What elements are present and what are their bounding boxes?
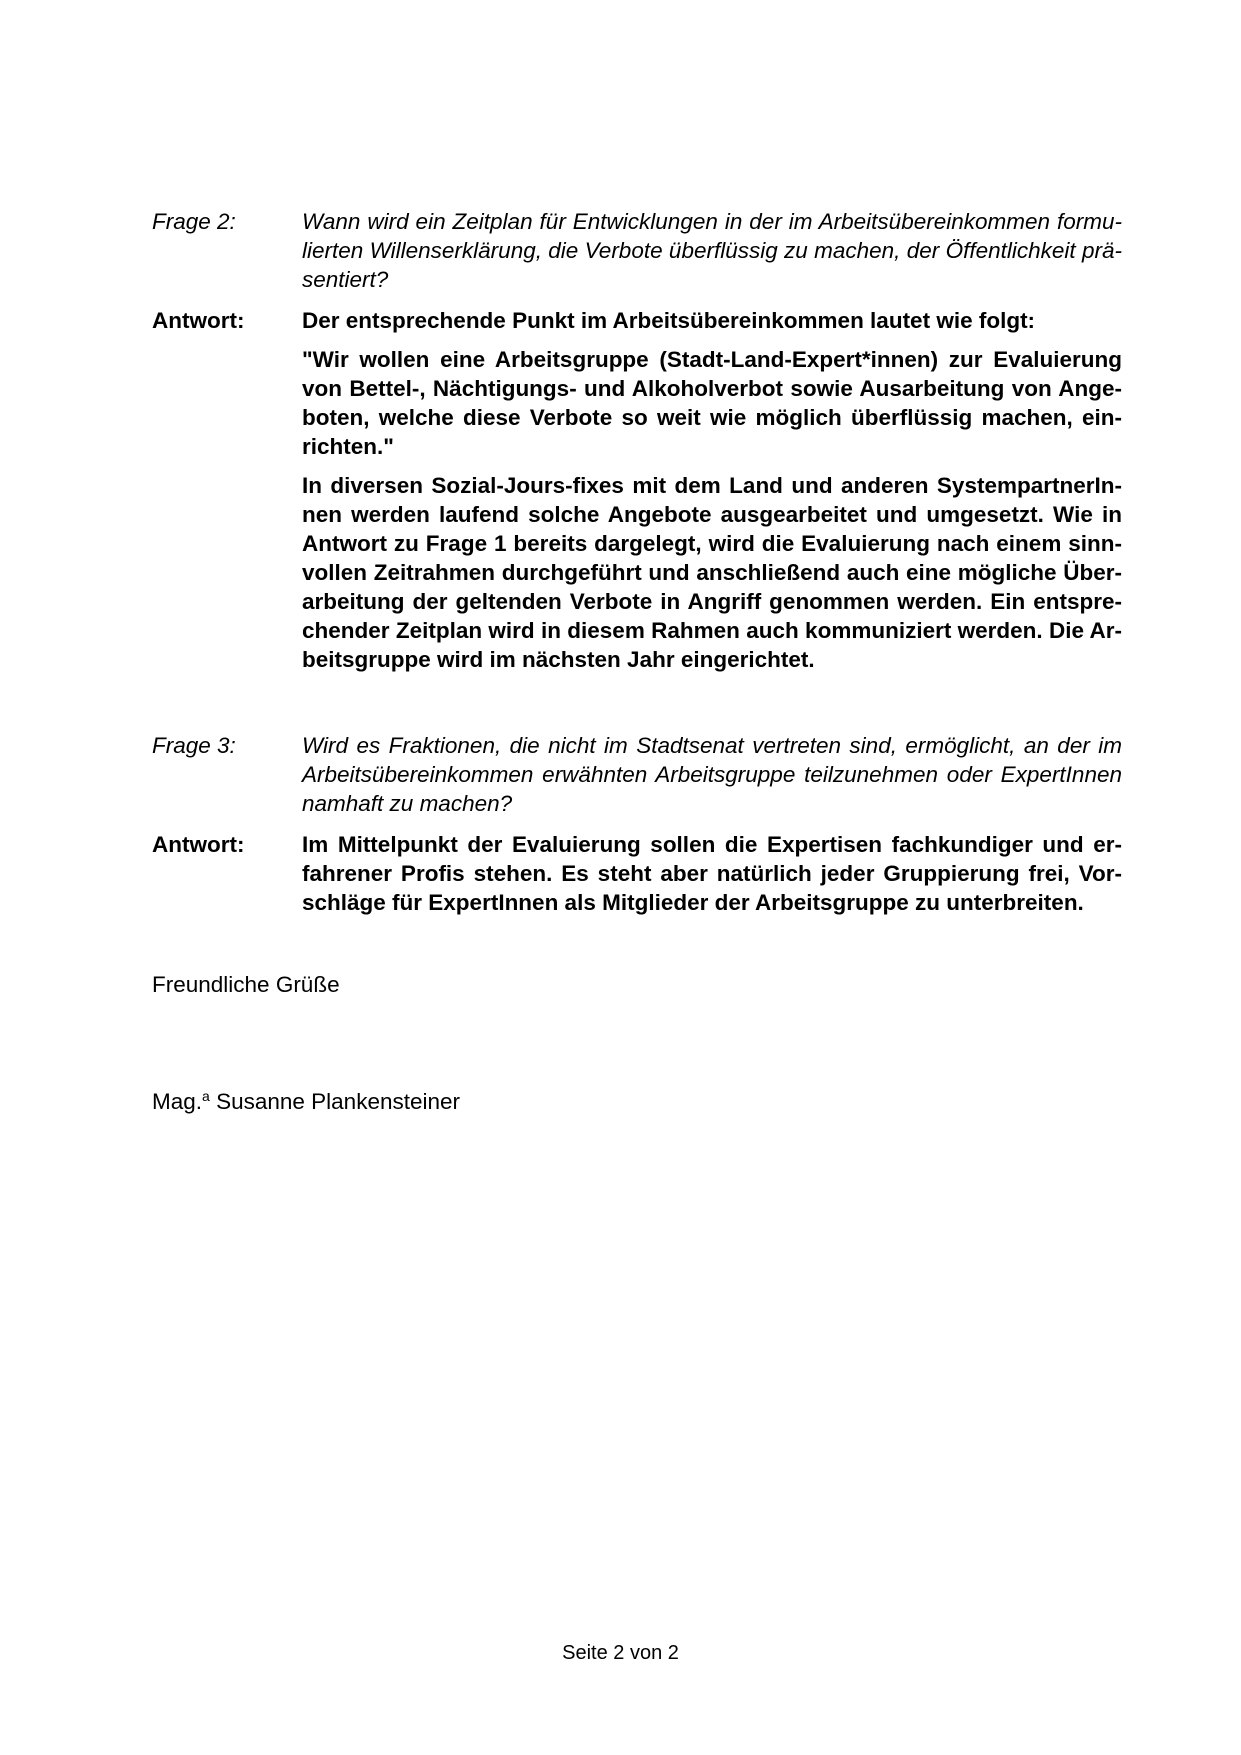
page-number: Seite 2 von 2 [562, 1642, 679, 1664]
answer-paragraph: Im Mittelpunkt der Evaluierung sollen die Expertisen fachkundiger und erfahrener Profis stehen. Es steht aber natürlich jeder Gruppierung frei, Vorschläge für ExpertInnen als Mitglieder der Arbeitsgruppe zu unterbreiten. [302, 832, 1122, 915]
answer-label: Antwort: [152, 308, 245, 333]
question-block-2 [152, 207, 1122, 674]
answer-text [302, 830, 1122, 917]
answer-row [152, 306, 1122, 674]
question-label: Frage 3: [152, 733, 236, 758]
answer-row [152, 830, 1122, 917]
question-row [152, 207, 1122, 294]
greeting: Freundliche Grüße [152, 972, 340, 997]
answer-text [302, 306, 1122, 674]
answer-paragraph: "Wir wollen eine Arbeitsgruppe (Stadt-Land-Expert*innen) zur Evaluierung von Bettel-, Nächtigungs- und Alkoholverbot sowie Ausarbeitung von Angeboten, welche diese Verbote so weit wie möglich überflüssig machen, einrichten." [302, 347, 1122, 459]
question-label: Frage 2: [152, 209, 236, 234]
signature [152, 1082, 460, 1116]
answer-paragraph: In diversen Sozial-Jours-fixes mit dem Land und anderen SystempartnerInnen werden laufend solche Angebote ausgearbeitet und umgesetzt. Wie in Antwort zu Frage 1 bereits dargelegt, wird die Evaluierung nach einem sinnvollen Zeitrahmen durchgeführt und anschließend auch eine mögliche Überarbeitung der geltenden Verbote in Angriff genommen werden. Ein entsprechender Zeitplan wird in diesem Rahmen auch kommuniziert werden. Die Arbeitsgruppe wird im nächsten Jahr eingerichtet. [302, 473, 1122, 672]
signature-name: Susanne Plankensteiner [209, 1089, 460, 1114]
question-block-3 [152, 731, 1122, 917]
signature-title-superscript: a [202, 1088, 210, 1104]
question-row [152, 731, 1122, 818]
question-text: Wird es Fraktionen, die nicht im Stadtsenat vertreten sind, ermöglicht, an der im Arbeitsübereinkommen erwähnten Arbeitsgruppe teilzunehmen oder ExpertInnen namhaft zu machen? [302, 733, 1122, 816]
answer-label: Antwort: [152, 832, 245, 857]
answer-paragraph: Der entsprechende Punkt im Arbeitsübereinkommen lautet wie folgt: [302, 308, 1036, 333]
question-text: Wann wird ein Zeitplan für Entwicklungen in der im Arbeitsübereinkommen formulierten Willenserklärung, die Verbote überflüssig zu machen, der Öffentlichkeit präsentiert? [302, 209, 1122, 292]
signature-title: Mag. [152, 1089, 203, 1114]
